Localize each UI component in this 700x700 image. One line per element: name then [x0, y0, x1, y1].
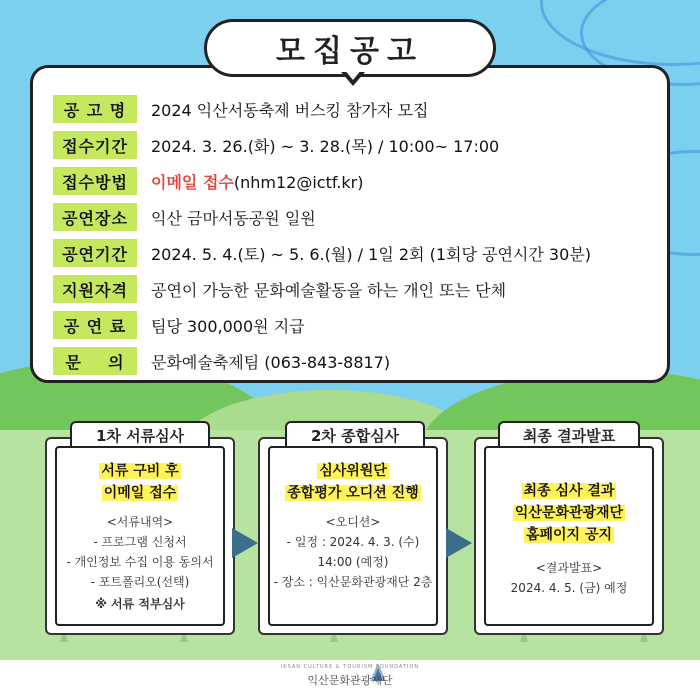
info-label: 공 연 료	[53, 311, 137, 339]
step-headline: 서류 구비 후	[101, 463, 179, 479]
step-sub-title: <서류내역>	[106, 515, 174, 529]
logo-subtitle: IKSAN CULTURE & TOURISM FOUNDATION	[280, 664, 420, 670]
step-line: - 포트폴리오(선택)	[90, 575, 190, 589]
info-label: 지원자격	[53, 275, 137, 303]
step-line: 14:00 (예정)	[317, 555, 389, 569]
info-row-period	[53, 131, 499, 159]
step-headline: 홈페이지 공지	[525, 527, 613, 543]
step-headline: 최종 심사 결과	[523, 483, 615, 499]
info-label: 공연장소	[53, 203, 137, 231]
step-headline: 익산문화관광재단	[514, 505, 624, 521]
info-row-method	[53, 167, 363, 195]
step-sub-title: <결과발표>	[535, 561, 603, 575]
info-value: 2024. 5. 4.(토) ~ 5. 6.(월) / 1일 2회 (1회당 공연시간 30분)	[151, 244, 591, 264]
info-label: 공 고 명	[53, 95, 137, 123]
step-line: - 프로그램 신청서	[93, 535, 187, 549]
step-headline: 이메일 접수	[103, 485, 177, 501]
info-label: 접수기간	[53, 131, 137, 159]
info-label: 접수방법	[53, 167, 137, 195]
info-row-title	[53, 95, 428, 123]
info-value: 문화예술축제팀 (063-843-8817)	[151, 352, 391, 372]
step-line: - 개인정보 수집 이용 동의서	[66, 555, 214, 569]
arrow-right-icon	[232, 528, 258, 558]
step-tab-2: 2차 종합심사	[285, 421, 425, 447]
info-value: 2024. 3. 26.(화) ~ 3. 28.(목) / 10:00~ 17:00	[151, 136, 500, 156]
step-box-1	[55, 446, 225, 626]
info-label: 공연기간	[53, 239, 137, 267]
info-row-dates	[53, 239, 591, 267]
step-line: 2024. 4. 5. (금) 예정	[510, 581, 628, 595]
step-tab-3: 최종 결과발표	[498, 421, 640, 447]
step-note: ※ 서류 적부심사	[95, 597, 185, 611]
info-value: 2024 익산서동축제 버스킹 참가자 모집	[151, 100, 429, 120]
info-row-venue	[53, 203, 316, 231]
step-sub-title: <오디션>	[325, 515, 381, 529]
info-row-qualification	[53, 275, 506, 303]
step-line: - 일정 : 2024. 4. 3. (수)	[286, 535, 420, 549]
email-highlight: 이메일 접수	[151, 172, 234, 192]
info-value	[151, 170, 363, 193]
step-tab-1: 1차 서류심사	[70, 421, 210, 447]
info-label: 문 의	[53, 347, 137, 375]
info-row-fee	[53, 311, 305, 339]
step-headline: 종합평가 오디션 진행	[287, 485, 419, 501]
info-row-contact	[53, 347, 390, 375]
step-headline: 심사위원단	[319, 463, 387, 479]
info-value: 공연이 가능한 문화예술활동을 하는 개인 또는 단체	[151, 280, 507, 300]
step-line: - 장소 : 익산문화관광재단 2층	[273, 575, 433, 589]
logo-name: 익산문화관광재단	[307, 674, 393, 687]
info-card	[30, 65, 670, 383]
info-value: 익산 금마서동공원 일원	[151, 208, 316, 228]
step-box-3	[484, 446, 654, 626]
foundation-logo[interactable]	[0, 664, 700, 688]
email-address[interactable]: (nhm12@ictf.kr)	[233, 172, 364, 192]
arrow-right-icon	[446, 528, 472, 558]
bubble-tail	[341, 72, 365, 86]
page-title: 모집공고	[276, 34, 424, 69]
info-value: 팀당 300,000원 지급	[151, 316, 305, 336]
step-box-2	[268, 446, 438, 626]
